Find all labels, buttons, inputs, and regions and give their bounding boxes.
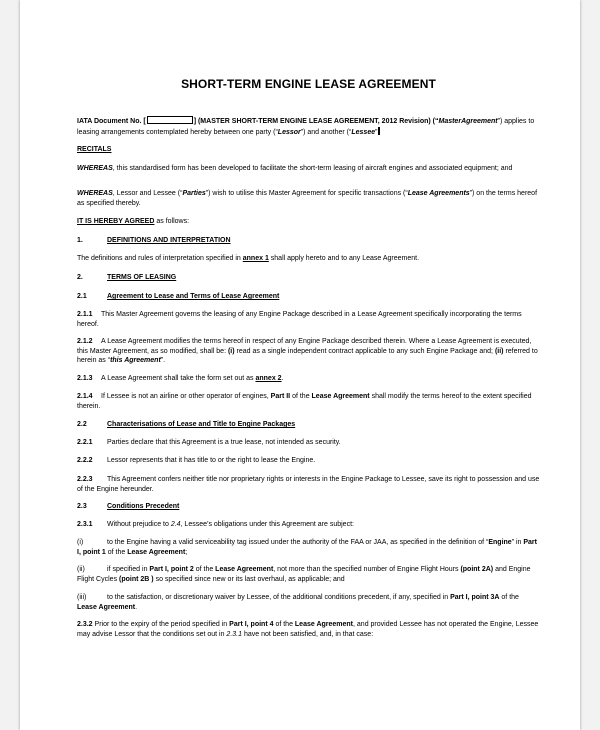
agreed-paragraph: IT IS HEREBY AGREED as follows: <box>77 218 190 225</box>
section-2-1-3: 2.1.3 A Lease Agreement shall take the form set out as annex 2. <box>77 375 284 382</box>
section-2-1-4: 2.1.4 If Lessee is not an airline or other operator of engines, Part II of the Lease Agreement shall modify the terms hereof to the extent specified therein. <box>77 393 532 410</box>
doc-number-label: IATA Document No. [ <box>77 118 146 125</box>
whereas-paragraph-2: WHEREAS, Lessor and Lessee (“Parties”) wish to utilise this Master Agreement for specific transactions (“Lease Agreements”) on the terms hereof as specified thereby. <box>77 190 538 207</box>
whereas-paragraph-1: WHEREAS, this standardised form has been developed to facilitate the short-term leasing of aircraft engines and associated equipment; and <box>77 165 513 172</box>
document-page <box>20 0 580 730</box>
condition-item-i: (i) to the Engine having a valid serviceability tag issued under the authority of the FAA or JAA, as specified in the definition of “Engine” in Part I, point 1 of the Lease Agreement; <box>77 539 537 556</box>
doc-number-field[interactable] <box>147 116 193 124</box>
section-1-text: The definitions and rules of interpretation specified in annex 1 shall apply hereto and to any Lease Agreement. <box>77 255 420 262</box>
document-title: SHORT-TERM ENGINE LEASE AGREEMENT <box>181 77 436 91</box>
section-2-2-2: 2.2.2 Lessor represents that it has title to or the right to lease the Engine. <box>77 457 316 464</box>
section-2-2-3: 2.2.3 This Agreement confers neither title nor proprietary rights or interests in the Engine Package to Lessee, save its right to possession and use of the Engine hereunder. <box>77 476 540 493</box>
condition-item-ii: (ii) if specified in Part I, point 2 of the Lease Agreement, not more than the specified number of Engine Flight Hours (point 2A) and Engine Flight Cycles (point 2B ) so specified since new or its last overhaul, as applicable; and <box>77 566 531 583</box>
section-2-1-2: 2.1.2 A Lease Agreement modifies the terms hereof in respect of any Engine Package described therein. Where a Lease Agreement is executed, this Master Agreement, as so modified, shall be: (i) read as a single independent contract applicable to any such Engine Package and; (ii) referred to herein as “this Agreement”. <box>77 338 538 365</box>
intro-paragraph: IATA Document No. [ ] (MASTER SHORT-TERM ENGINE LEASE AGREEMENT, 2012 Revision) (“MasterAgreement”) applies to leasing arrangements contemplated hereby between one party (“Lessor”) and another (“Lessee” <box>77 118 535 136</box>
annex-1-link[interactable]: annex 1 <box>242 255 269 262</box>
section-2-3-2: 2.3.2 Prior to the expiry of the period specified in Part I, point 4 of the Lease Agreement, and provided Lessee has not operated the Engine, Lessee may advise Lessor that the conditions set out in 2.3.1 have not been satisfied, and, in that case: <box>77 621 539 638</box>
recitals-heading: RECITALS <box>77 146 112 153</box>
section-2-1-1: 2.1.1 This Master Agreement governs the leasing of any Engine Package described in a Lease Agreement specifically incorporating the terms hereof. <box>77 311 522 328</box>
section-2-2-heading: 2.2 Characterisations of Lease and Title to Engine Packages <box>77 421 296 428</box>
section-2-2-1: 2.2.1 Parties declare that this Agreement is a true lease, not intended as security. <box>77 439 341 446</box>
text-cursor <box>378 127 380 135</box>
section-1-heading: 1. DEFINITIONS AND INTERPRETATION <box>77 237 231 244</box>
section-2-heading: 2. TERMS OF LEASING <box>77 274 177 281</box>
section-2-3-heading: 2.3 Conditions Precedent <box>77 503 180 510</box>
section-2-1-heading: 2.1 Agreement to Lease and Terms of Lease Agreement <box>77 293 280 300</box>
annex-2-link[interactable]: annex 2 <box>255 375 282 382</box>
section-2-3-1: 2.3.1 Without prejudice to 2.4, Lessee’s obligations under this Agreement are subject: <box>77 521 354 528</box>
condition-item-iii: (iii) to the satisfaction, or discretionary waiver by Lessee, of the additional conditions precedent, if any, specified in Part I, point 3A of the Lease Agreement. <box>77 594 519 611</box>
